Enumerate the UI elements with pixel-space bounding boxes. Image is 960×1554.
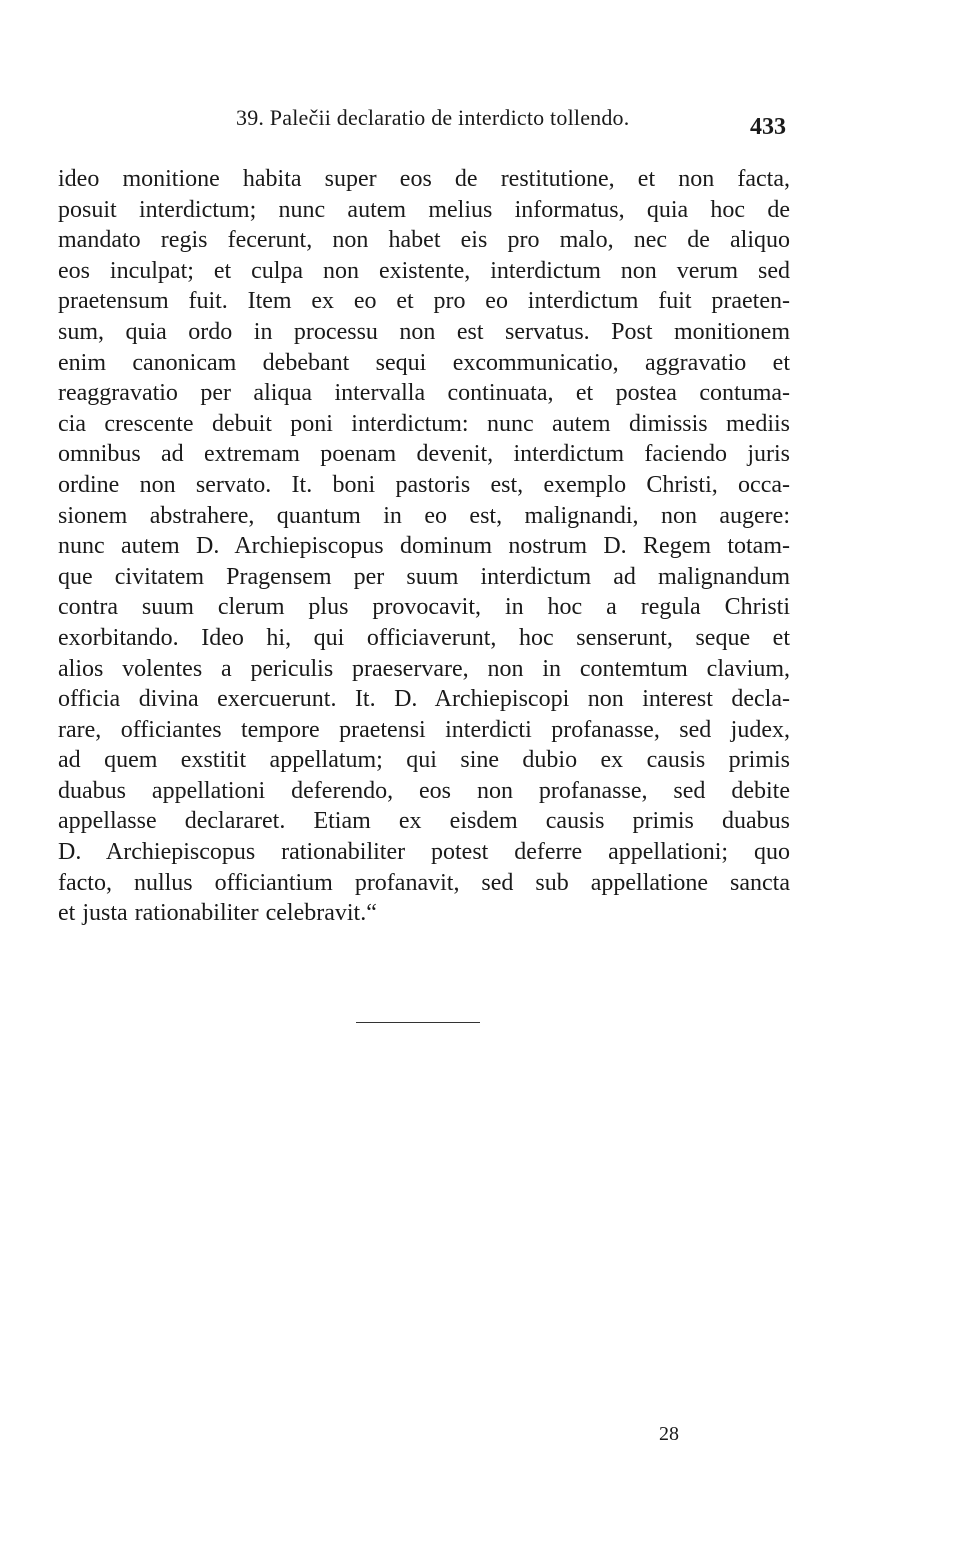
text-line: alios volentes a periculis praeservare, non in contemtum clavium, [58, 655, 790, 682]
text-line: D. Archiepiscopus rationabiliter potest deferre appellationi; quo [58, 839, 790, 866]
text-line: contra suum clerum plus provocavit, in hoc a regula Christi [58, 594, 790, 621]
text-line: facto, nullus officiantium profanavit, sed sub appellatione sancta [58, 869, 790, 896]
text-line: que civitatem Pragensem per suum interdictum ad malignandum [58, 563, 790, 590]
text-line: officia divina exercuerunt. It. D. Archiepiscopi non interest decla- [58, 686, 790, 713]
text-line-last: et justa rationabiliter celebravit.“ [58, 900, 377, 927]
text-line: reaggravatio per aliqua intervalla continuata, et postea contuma- [58, 380, 790, 407]
text-line: appellasse declararet. Etiam ex eisdem causis primis duabus [58, 808, 790, 835]
signature-mark: 28 [659, 1423, 679, 1445]
text-line: sionem abstrahere, quantum in eo est, malignandi, non augere: [58, 502, 790, 529]
running-title: 39. Palečii declaratio de interdicto tollendo. [236, 105, 630, 130]
text-line: nunc autem D. Archiepiscopus dominum nostrum D. Regem totam- [58, 533, 790, 560]
text-line: duabus appellationi deferendo, eos non profanasse, sed debite [58, 777, 790, 804]
text-line: sum, quia ordo in processu non est servatus. Post monitionem [58, 318, 790, 345]
text-line: eos inculpat; et culpa non existente, interdictum non verum sed [58, 257, 790, 284]
text-line: praetensum fuit. Item ex eo et pro eo interdictum fuit praeten- [58, 288, 790, 315]
text-line: enim canonicam debebant sequi excommunicatio, aggravatio et [58, 349, 790, 376]
text-line: rare, officiantes tempore praetensi interdicti profanasse, sed judex, [58, 716, 790, 743]
text-line: posuit interdictum; nunc autem melius informatus, quia hoc de [58, 196, 790, 223]
text-line: mandato regis fecerunt, non habet eis pro malo, nec de aliquo [58, 227, 790, 254]
body-text [58, 164, 790, 929]
text-line: omnibus ad extremam poenam devenit, interdictum faciendo juris [58, 441, 790, 468]
page-number: 433 [750, 114, 786, 140]
section-separator-rule [356, 1022, 480, 1023]
text-line: ideo monitione habita super eos de restitutione, et non facta, [58, 166, 790, 192]
text-line: ad quem exstitit appellatum; qui sine dubio ex causis primis [58, 747, 790, 774]
text-line: ordine non servato. It. boni pastoris est, exemplo Christi, occa- [58, 471, 790, 498]
text-line: cia crescente debuit poni interdictum: nunc autem dimissis mediis [58, 410, 790, 437]
text-line: exorbitando. Ideo hi, qui officiaverunt, hoc senserunt, seque et [58, 624, 790, 651]
